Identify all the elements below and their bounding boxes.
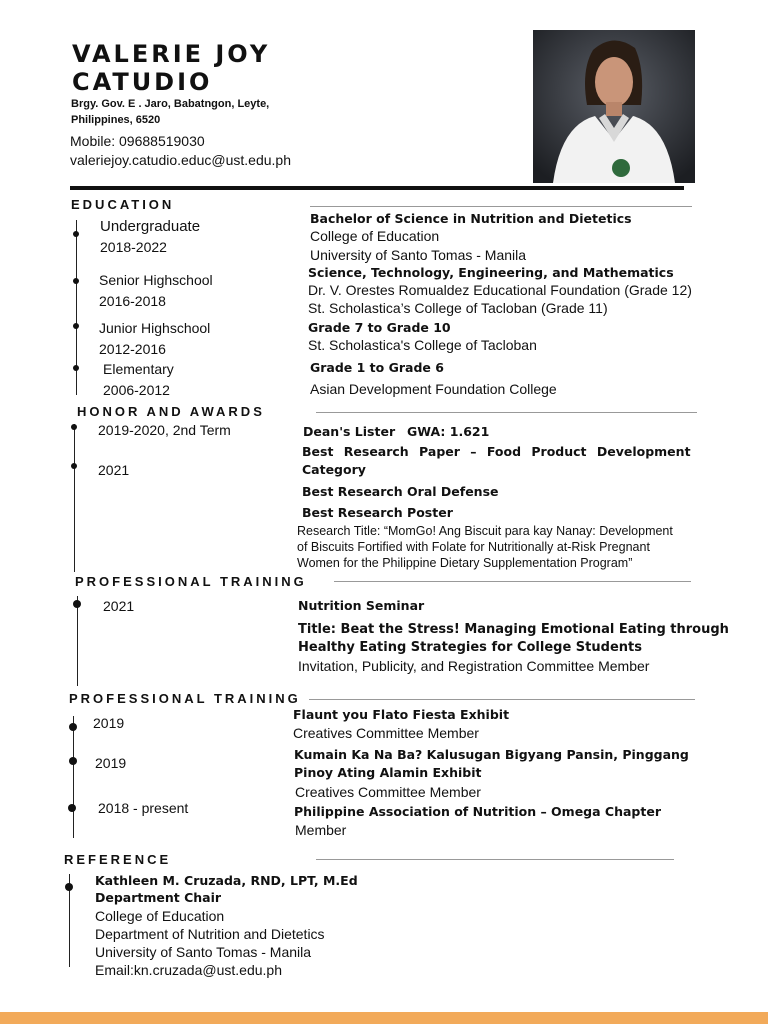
honors-rule xyxy=(316,412,697,413)
reference-rule xyxy=(316,859,674,860)
edu-years: 2018-2022 xyxy=(100,239,167,255)
timeline-dot xyxy=(68,804,76,812)
education-heading: EDUCATION xyxy=(71,197,175,212)
edu-line: Asian Development Foundation College xyxy=(310,381,557,397)
award-category: Category xyxy=(302,462,366,477)
education-rule xyxy=(310,206,692,207)
training-rule xyxy=(309,699,695,700)
training-event: Pinoy Ating Alamin Exhibit xyxy=(294,765,482,780)
resume-name xyxy=(72,40,270,96)
edu-line: Dr. V. Orestes Romualdez Educational Foundation (Grade 12) xyxy=(308,282,692,298)
edu-level: Junior Highschool xyxy=(99,320,211,336)
timeline-dot xyxy=(73,278,79,284)
reference-email: Email:kn.cruzada@ust.edu.ph xyxy=(95,962,282,978)
edu-years: 2006-2012 xyxy=(103,382,170,398)
name-line-2: CATUDIO xyxy=(72,68,213,96)
honor-date: 2019-2020, 2nd Term xyxy=(98,422,231,438)
name-line-1: VALERIE JOY xyxy=(72,40,271,68)
timeline-dot xyxy=(73,323,79,329)
honor-date: 2021 xyxy=(98,462,130,478)
training-role: Invitation, Publicity, and Registration Committee Member xyxy=(298,658,650,674)
reference-name: Kathleen M. Cruzada, RND, LPT, M.Ed xyxy=(95,873,358,888)
edu-degree: Bachelor of Science in Nutrition and Dietetics xyxy=(310,211,632,226)
timeline-dot xyxy=(73,600,81,608)
timeline-dot xyxy=(65,883,73,891)
edu-degree: Science, Technology, Engineering, and Mathematics xyxy=(308,265,674,280)
deans-lister: Dean's Lister xyxy=(303,424,396,439)
training-event: Flaunt you Flato Fiesta Exhibit xyxy=(293,707,510,722)
edu-line: College of Education xyxy=(310,228,440,244)
email: valeriejoy.catudio.educ@ust.edu.ph xyxy=(70,152,291,168)
training-year: 2019 xyxy=(93,715,125,731)
reference-heading: REFERENCE xyxy=(64,852,172,867)
timeline-dot xyxy=(71,463,77,469)
training-title: Title: Beat the Stress! Managing Emotional Eating through xyxy=(298,622,729,637)
edu-level: Elementary xyxy=(103,361,174,377)
gwa: GWA: 1.621 xyxy=(407,424,490,439)
timeline-dot xyxy=(73,365,79,371)
training-timeline xyxy=(77,596,78,686)
award-oral-defense: Best Research Oral Defense xyxy=(302,484,499,499)
edu-years: 2016-2018 xyxy=(99,293,166,309)
edu-degree: Grade 1 to Grade 6 xyxy=(310,360,444,375)
training-year: 2021 xyxy=(103,598,135,614)
honors-timeline xyxy=(74,424,75,572)
address: Brgy. Gov. E . Jaro, Babatngon, Leyte, Philippines, 6520 xyxy=(71,98,270,126)
training-heading: PROFESSIONAL TRAINING xyxy=(75,574,307,589)
award-poster: Best Research Poster xyxy=(302,505,453,520)
reference-line: College of Education xyxy=(95,908,225,924)
edu-years: 2012-2016 xyxy=(99,341,166,357)
training-role: Creatives Committee Member xyxy=(295,784,481,800)
training-role: Creatives Committee Member xyxy=(293,725,479,741)
training-heading: PROFESSIONAL TRAINING xyxy=(69,691,301,706)
edu-level: Undergraduate xyxy=(100,218,201,235)
training-timeline xyxy=(73,716,74,838)
edu-degree: Grade 7 to Grade 10 xyxy=(308,320,451,335)
footer-accent-bar xyxy=(0,1012,768,1024)
edu-level: Senior Highschool xyxy=(99,272,213,288)
edu-line: St. Scholastica's College of Tacloban xyxy=(308,337,537,353)
profile-photo xyxy=(533,30,695,183)
mobile: Mobile: 09688519030 xyxy=(70,133,205,149)
timeline-dot xyxy=(73,231,79,237)
award-research-paper: Best Research Paper – Food Product Development xyxy=(302,444,691,459)
reference-position: Department Chair xyxy=(95,890,222,905)
training-title: Healthy Eating Strategies for College Students xyxy=(298,640,642,655)
timeline-dot xyxy=(71,424,77,430)
training-event: Kumain Ka Na Ba? Kalusugan Bigyang Pansin, Pinggang xyxy=(294,747,689,762)
reference-line: Department of Nutrition and Dietetics xyxy=(95,926,325,942)
timeline-dot xyxy=(69,723,77,731)
training-role: Member xyxy=(295,822,347,838)
training-event: Nutrition Seminar xyxy=(298,598,425,613)
training-year: 2018 - present xyxy=(98,800,189,816)
edu-line: University of Santo Tomas - Manila xyxy=(310,247,527,263)
reference-line: University of Santo Tomas - Manila xyxy=(95,944,312,960)
header-divider xyxy=(70,186,684,190)
training-rule xyxy=(334,581,691,582)
research-title: Research Title: “MomGo! Ang Biscuit para kay Nanay: Development of Biscuits Fortified with Folate for Nutritionally at-Risk Pregnant Women for the Philippine Dietary Supplementation Program” xyxy=(297,524,673,570)
training-year: 2019 xyxy=(95,755,127,771)
training-event: Philippine Association of Nutrition – Omega Chapter xyxy=(294,804,661,819)
honors-heading: HONOR AND AWARDS xyxy=(77,404,265,419)
timeline-dot xyxy=(69,757,77,765)
edu-line: St. Scholastica’s College of Tacloban (Grade 11) xyxy=(308,300,608,316)
